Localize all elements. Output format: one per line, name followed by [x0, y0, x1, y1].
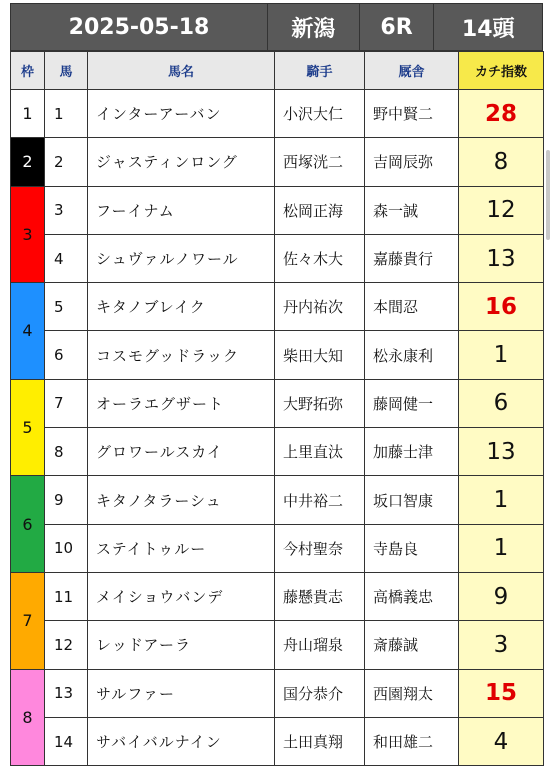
table-row [11, 138, 544, 186]
trainer-name: 坂口智康 [365, 476, 459, 524]
jockey-name: 大野拓弥 [275, 379, 365, 427]
col-jockey: 騎手 [275, 52, 365, 90]
column-header-row [11, 52, 544, 90]
waku-cell: 6 [11, 476, 45, 573]
col-trainer: 厩舎 [365, 52, 459, 90]
race-number: 6R [360, 4, 435, 50]
trainer-name: 西園翔太 [365, 669, 459, 717]
horse-number: 7 [45, 379, 88, 427]
table-row [11, 669, 544, 717]
entry-table [10, 51, 544, 766]
trainer-name: 森一誠 [365, 186, 459, 234]
horse-number: 3 [45, 186, 88, 234]
horse-number: 2 [45, 138, 88, 186]
trainer-name: 松永康利 [365, 331, 459, 379]
horse-number: 6 [45, 331, 88, 379]
col-waku: 枠 [11, 52, 45, 90]
table-row [11, 572, 544, 620]
kachi-score: 4 [459, 717, 544, 765]
kachi-score: 12 [459, 186, 544, 234]
kachi-score: 8 [459, 138, 544, 186]
horse-name: オーラエグザート [88, 379, 275, 427]
col-score: カチ指数 [459, 52, 544, 90]
trainer-name: 高橋義忠 [365, 572, 459, 620]
trainer-name: 斎藤誠 [365, 621, 459, 669]
jockey-name: 佐々木大 [275, 234, 365, 282]
kachi-score: 1 [459, 331, 544, 379]
waku-cell: 2 [11, 138, 45, 186]
col-uma: 馬 [45, 52, 88, 90]
race-header [10, 3, 543, 51]
horse-name: キタノタラーシュ [88, 476, 275, 524]
jockey-name: 小沢大仁 [275, 90, 365, 138]
runner-count: 14頭 [461, 16, 515, 42]
horse-name: サバイバルナイン [88, 717, 275, 765]
jockey-name: 舟山瑠泉 [275, 621, 365, 669]
table-row [11, 234, 544, 282]
jockey-name: 西塚洸二 [275, 138, 365, 186]
table-row [11, 283, 544, 331]
waku-cell: 4 [11, 283, 45, 380]
table-row [11, 621, 544, 669]
table-row [11, 428, 544, 476]
horse-name: グロワールスカイ [88, 428, 275, 476]
horse-name: コスモグッドラック [88, 331, 275, 379]
trainer-name: 寺島良 [365, 524, 459, 572]
jockey-name: 藤懸貴志 [275, 572, 365, 620]
waku-cell: 8 [11, 669, 45, 766]
trainer-name: 和田雄二 [365, 717, 459, 765]
jockey-name: 柴田大知 [275, 331, 365, 379]
kachi-score: 28 [459, 90, 544, 138]
kachi-score: 3 [459, 621, 544, 669]
kachi-score: 9 [459, 572, 544, 620]
horse-number: 1 [45, 90, 88, 138]
horse-name: シュヴァルノワール [88, 234, 275, 282]
jockey-name: 今村聖奈 [275, 524, 365, 572]
horse-number: 13 [45, 669, 88, 717]
horse-name: フーイナム [88, 186, 275, 234]
horse-name: ジャスティンロング [88, 138, 275, 186]
horse-name: レッドアーラ [88, 621, 275, 669]
table-row [11, 186, 544, 234]
trainer-name: 本間忍 [365, 283, 459, 331]
jockey-name: 上里直汰 [275, 428, 365, 476]
table-row [11, 524, 544, 572]
horse-name: ステイトゥルー [88, 524, 275, 572]
waku-cell: 1 [11, 90, 45, 138]
table-row [11, 476, 544, 524]
race-venue: 新潟 [268, 4, 360, 50]
table-row [11, 90, 544, 138]
horse-number: 11 [45, 572, 88, 620]
trainer-name: 野中賢二 [365, 90, 459, 138]
horse-name: メイショウバンデ [88, 572, 275, 620]
horse-number: 5 [45, 283, 88, 331]
scrollbar[interactable] [546, 150, 550, 240]
horse-number: 12 [45, 621, 88, 669]
kachi-score: 1 [459, 524, 544, 572]
horse-number: 14 [45, 717, 88, 765]
horse-number: 10 [45, 524, 88, 572]
horse-name: サルファー [88, 669, 275, 717]
col-name: 馬名 [88, 52, 275, 90]
trainer-name: 藤岡健一 [365, 379, 459, 427]
kachi-score: 16 [459, 283, 544, 331]
horse-name: キタノブレイク [88, 283, 275, 331]
horse-number: 4 [45, 234, 88, 282]
kachi-score: 13 [459, 234, 544, 282]
table-row [11, 379, 544, 427]
race-sheet [10, 3, 543, 766]
jockey-name: 土田真翔 [275, 717, 365, 765]
horse-number: 9 [45, 476, 88, 524]
kachi-score: 1 [459, 476, 544, 524]
trainer-name: 加藤士津 [365, 428, 459, 476]
table-row [11, 717, 544, 765]
jockey-name: 松岡正海 [275, 186, 365, 234]
horse-name: インターアーバン [88, 90, 275, 138]
waku-cell: 5 [11, 379, 45, 476]
jockey-name: 丹内祐次 [275, 283, 365, 331]
trainer-name: 嘉藤貴行 [365, 234, 459, 282]
waku-cell: 7 [11, 572, 45, 669]
trainer-name: 吉岡辰弥 [365, 138, 459, 186]
kachi-score: 13 [459, 428, 544, 476]
waku-cell: 3 [11, 186, 45, 283]
kachi-score: 15 [459, 669, 544, 717]
horse-number: 8 [45, 428, 88, 476]
jockey-name: 国分恭介 [275, 669, 365, 717]
table-row [11, 331, 544, 379]
jockey-name: 中井裕二 [275, 476, 365, 524]
kachi-score: 6 [459, 379, 544, 427]
race-date: 2025-05-18 [11, 4, 268, 50]
